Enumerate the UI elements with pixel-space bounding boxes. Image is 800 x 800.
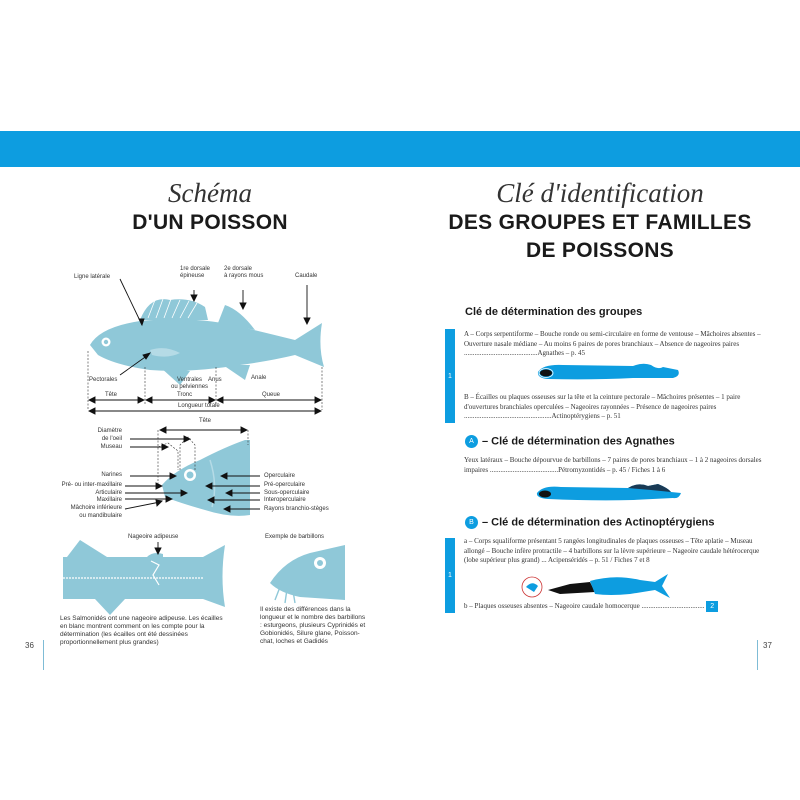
left-page-number: 36 <box>25 641 34 650</box>
key-entry-text: A – Corps serpentiforme – Bouche ronde ou semi-circulaire en forme de ventouse – Mâchoires absentes – Ouverture nasale médiane – Au moins 6 paires de pores branchiaux – Absence de nageoires paires <box>464 330 761 348</box>
label-sous-operculaire: Sous-operculaire <box>264 490 310 496</box>
goto-badge-2[interactable]: 2 <box>706 601 718 612</box>
barbels-illustration <box>265 545 350 605</box>
label-machoire-b: ou mandibulaire <box>79 513 122 519</box>
label-exemple-barbillons: Exemple de barbillons <box>265 534 325 540</box>
right-title-caps-line1: DES GROUPES ET FAMILLES <box>448 211 752 234</box>
right-title-caps-line2: DE POISSONS <box>525 239 674 262</box>
barbels-caption: Il existe des différences dans la longueur et le nombre des barbillons : esturgeons, plusieurs Cyprinidés et Gobionidés, Silure glane, Poisson-chat, loches et Gadidés <box>260 606 366 645</box>
label-diametre-a: Diamètre <box>97 428 122 434</box>
key-entry-text: B – Écailles ou plaques osseuses sur la tête et la ceinture pectorale – Mâchoires présentes – 1 paire d'ouvertures branchiales operculées – Nageoires rayonnées – Présence de nageoires paires <box>464 393 741 411</box>
badge-b: B <box>465 516 478 529</box>
label-dorsale2-a: 2e dorsale <box>224 266 253 272</box>
section-heading-agnathes: A – Clé de détermination des Agnathes <box>465 435 675 448</box>
label-longueur-totale: Longueur totale <box>178 403 220 409</box>
label-operculaire: Operculaire <box>264 473 296 479</box>
label-dorsale2-b: à rayons mous <box>224 273 264 279</box>
key-entry-result-acipenserides[interactable]: Acipenséridés – p. 51 / Fiches 7 et 8 <box>547 556 650 564</box>
section-heading-actinopterygiens: B – Clé de détermination des Actinoptérygiens <box>465 516 714 529</box>
label-tete: Tête <box>105 392 118 398</box>
key-entry-agnathes: Yeux latéraux – Bouche dépourvue de barbillons – 7 paires de pores branchiaux – 1 à 2 nageoires dorsales impaires .......................................Pétromyzontidés – p. 45 / Fiches 1 à 6 <box>464 456 762 474</box>
label-rayons: Rayons branchio-stèges <box>264 506 329 512</box>
key-entry-result-petromyzontides[interactable]: Pétromyzontidés – p. 45 / Fiches 1 à 6 <box>558 465 666 474</box>
label-ventrales-a: Ventrales <box>177 377 203 383</box>
lamprey-illustration <box>533 360 683 385</box>
header-color-band <box>0 131 800 167</box>
label-tronc: Tronc <box>177 392 193 398</box>
left-page-rule <box>43 640 44 670</box>
lamprey-agnathes-illustration <box>533 480 683 505</box>
label-anale: Anale <box>251 375 267 381</box>
label-dorsale1-a: 1re dorsale <box>180 266 211 272</box>
badge-a: A <box>465 435 478 448</box>
label-pectorales: Pectorales <box>89 377 118 383</box>
label-ventrales-b: ou pelviennes <box>171 384 209 390</box>
label-pre-maxillaire: Pré- ou inter-maxillaire <box>61 482 122 488</box>
key-bar-actinopterygiens <box>445 538 455 613</box>
key-entry-b-actinopterygiens: b – Plaques osseuses absentes – Nageoire caudale homocerque .................................... 2 <box>464 601 764 612</box>
key-entry-a-actinopterygiens <box>464 537 764 566</box>
key-entry-text: b – Plaques osseuses absentes – Nageoire caudale homocerque <box>464 602 642 611</box>
salmonid-illustration <box>55 535 230 615</box>
key-entry-text: a – Corps squaliforme présentant 5 rangées longitudinales de plaques osseuses – Tête aplatie – Museau allongé – Bouche infère protractile – 4 barbillons sur la lèvre supérieure – Nageoire caudale hétérocerque (lobe supérieur plus grand) ... <box>464 537 760 564</box>
label-caudale: Caudale <box>295 273 318 279</box>
key-bar-groupes <box>445 329 455 423</box>
key-entry-a-groupes: A – Corps serpentiforme – Bouche ronde ou semi-circulaire en forme de ventouse – Mâchoires absentes – Ouverture nasale médiane – Au moins 6 paires de pores branchiaux – Absence de nageoires paires ..........................................Agnathes – p. 45 <box>464 330 761 357</box>
section-heading-groupes: Clé de détermination des groupes <box>465 306 643 318</box>
right-page-number: 37 <box>763 641 772 650</box>
label-ligne-laterale: Ligne latérale <box>74 274 111 280</box>
salmonid-caption: Les Salmonidés ont une nageoire adipeuse. Les écailles en blanc montrent comment on les compte pour la détermination (les écailles ont été dessinées proportionnellement plus grandes) <box>60 615 223 646</box>
label-articulaire: Articulaire <box>95 490 122 496</box>
label-head-tete: Tête <box>199 418 212 424</box>
right-title-script: Clé d'identification <box>496 178 704 208</box>
left-title-script: Schéma <box>168 178 252 208</box>
left-title-caps: D'UN POISSON <box>132 211 288 234</box>
key-entry-b-groupes: B – Écailles ou plaques osseuses sur la tête et la ceinture pectorale – Mâchoires présentes – 1 paire d'ouvertures branchiales operculées – Nageoires rayonnées – Présence de nageoires paires ..................................................Actinoptérygiens – p. 51 <box>464 393 741 420</box>
label-maxillaire: Maxillaire <box>96 497 122 503</box>
label-anus: Anus <box>208 377 222 383</box>
label-pre-operculaire: Pré-operculaire <box>264 482 306 488</box>
key-bar-label: 1 <box>448 372 452 380</box>
label-museau: Museau <box>100 444 122 450</box>
label-machoire-a: Mâchoire inférieure <box>70 505 122 511</box>
key-bar-label: 1 <box>448 572 452 579</box>
label-interoperculaire: Interoperculaire <box>264 497 306 503</box>
label-nageoire-adipeuse: Nageoire adipeuse <box>128 534 179 540</box>
label-queue: Queue <box>262 392 281 398</box>
key-entry-result-actinopterygiens[interactable]: Actinoptérygiens – p. 51 <box>551 412 621 420</box>
label-narines: Narines <box>101 472 122 478</box>
sturgeon-illustration <box>520 572 680 602</box>
key-entry-result-agnathes[interactable]: Agnathes – p. 45 <box>537 349 585 357</box>
key-entry-text: Yeux latéraux – Bouche dépourvue de barbillons – 7 paires de pores branchiaux – 1 à 2 nageoires dorsales impaires <box>464 456 762 474</box>
right-page-rule <box>757 640 758 670</box>
label-dorsale1-b: épineuse <box>180 273 205 279</box>
label-diametre-b: de l'oeil <box>101 436 122 442</box>
